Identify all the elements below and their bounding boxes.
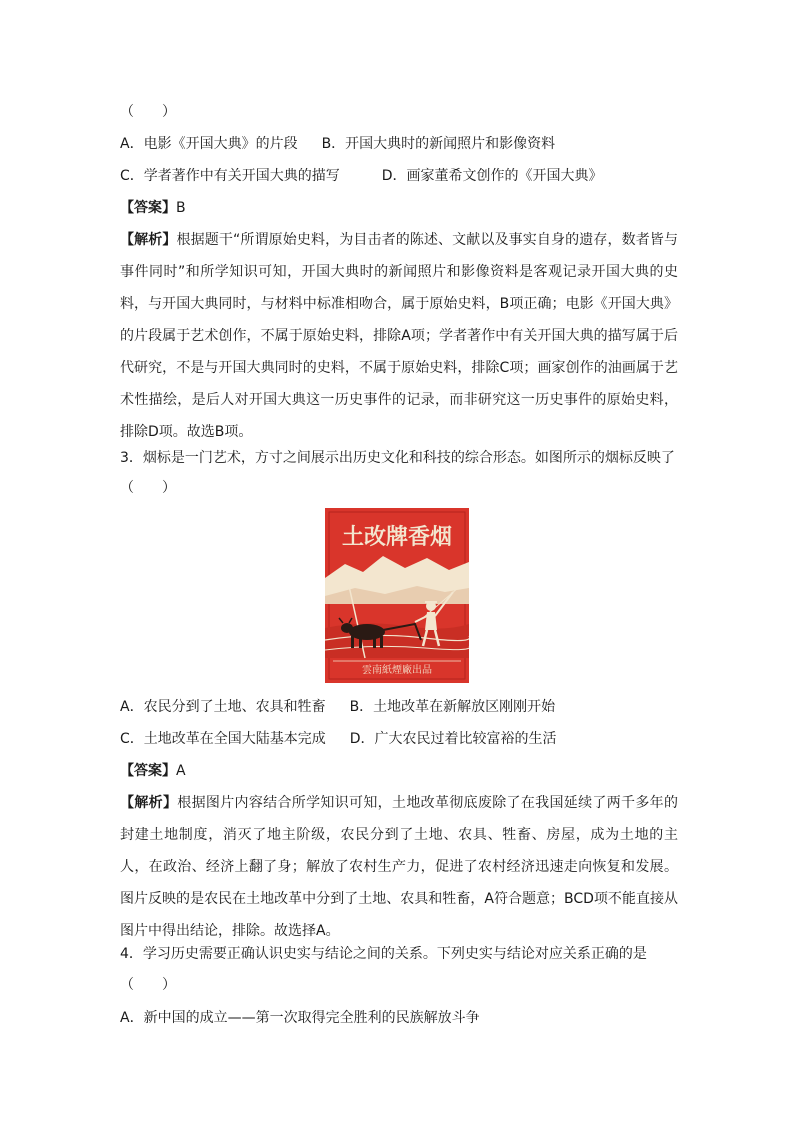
q3-answer (120, 761, 186, 781)
q2-answer-tag: 【答案】 (120, 200, 176, 216)
q2-analysis-tag: 【解析】 (120, 232, 177, 248)
q3-option-c: C．土地改革在全国大陆基本完成 (120, 731, 326, 747)
cigarette-label-maker: 雲南紙煙廠出品 (362, 665, 432, 676)
q3-option-d: D．广大农民过着比较富裕的生活 (349, 731, 557, 747)
q3-answer-tag: 【答案】 (120, 763, 176, 779)
q3-analysis-text: 根据图片内容结合所学知识可知，土地改革彻底废除了在我国延续了两千多年的封建土地制度，消灭了地主阶级，农民分到了土地、农具、牲畜、房屋，成为土地的主人，在政治、经济上翻了身；解放了农村生产力，促进了农村经济迅速走向恢复和发展。图片反映的是农民在土地改革中分到了土地、农具和牲畜，A符合题意；BCD项不能直接从图片中得出结论，排除。故选择A。 (120, 795, 679, 939)
q3-stem: 3．烟标是一门艺术，方寸之间展示出历史文化和科技的综合形态。如图所示的烟标反映了 (120, 450, 675, 466)
q3-analysis (120, 787, 678, 947)
q2-options-ab (120, 134, 555, 154)
cigarette-label-title: 土改牌香烟 (341, 525, 453, 550)
q3-options-ab (120, 697, 555, 717)
q3-option-a: A．农民分到了土地、农具和牲畜 (120, 699, 326, 715)
q3-paren: （ ） (120, 480, 176, 496)
q3-option-b: B．土地改革在新解放区刚刚开始 (349, 699, 556, 715)
q2-analysis (120, 224, 678, 448)
q2-answer (120, 198, 186, 218)
q2-analysis-text: 根据题干“所谓原始史料，为目击者的陈述、文献以及事实自身的遗存，数者皆与事件同时”和所学知识可知，开国大典时的新闻照片和影像资料是客观记录开国大典的史料，与开国大典同时，与材料中标准相吻合，属于原始史料，B项正确；电影《开国大典》的片段属于艺术创作，不属于原始史料，排除A项；学者著作中有关开国大典的描写属于后代研究，不是与开国大典同时的史料，不属于原始史料，排除C项；画家创作的油画属于艺术性描绘，是后人对开国大典这一历史事件的记录，而非研究这一历史事件的原始史料，排除D项。故选B项。 (120, 232, 678, 440)
q3-options-cd (120, 729, 557, 749)
q2-option-a: A．电影《开国大典》的片段 (120, 136, 298, 152)
q2-option-c: C．学者著作中有关开国大典的描写 (120, 168, 340, 184)
q4-option-a: A．新中国的成立——第一次取得完全胜利的民族解放斗争 (120, 1010, 480, 1026)
cigarette-label-image (325, 508, 469, 683)
cigarette-label-illustration (325, 508, 469, 683)
q2-options-cd (120, 166, 603, 186)
q4-paren: （ ） (120, 977, 176, 993)
q3-analysis-tag: 【解析】 (120, 795, 178, 811)
q3-answer-value: A (176, 763, 186, 779)
q2-paren: （ ） (120, 104, 176, 120)
q4-stem: 4．学习历史需要正确认识史实与结论之间的关系。下列史实与结论对应关系正确的是 (120, 946, 647, 962)
q2-option-b: B．开国大典时的新闻照片和影像资料 (321, 136, 556, 152)
q2-answer-value: B (176, 200, 186, 216)
q2-option-d: D．画家董希文创作的《开国大典》 (381, 168, 603, 184)
